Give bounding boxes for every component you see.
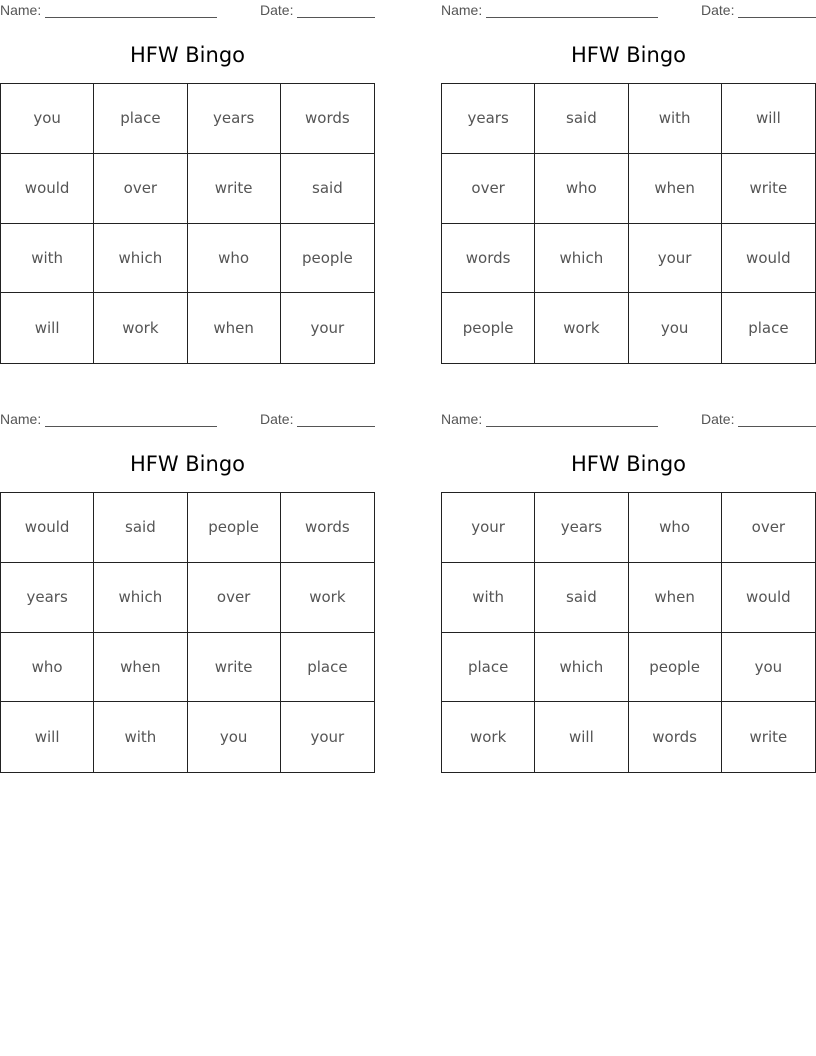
bingo-cell: who	[535, 154, 628, 224]
bingo-cell: people	[442, 293, 535, 363]
bingo-cell: over	[94, 154, 187, 224]
name-field-line	[45, 17, 217, 18]
bingo-card	[441, 0, 816, 364]
bingo-cell: your	[629, 224, 722, 294]
bingo-cell: who	[629, 493, 722, 563]
card-title: HFW Bingo	[570, 43, 687, 67]
bingo-cell: with	[1, 224, 94, 294]
bingo-cell: will	[722, 84, 815, 154]
date-field-line	[297, 426, 375, 427]
bingo-cell: over	[442, 154, 535, 224]
bingo-cell: work	[281, 563, 374, 633]
bingo-cell: place	[442, 633, 535, 703]
bingo-cell: would	[1, 493, 94, 563]
bingo-cell: when	[188, 293, 281, 363]
bingo-cell: you	[188, 702, 281, 772]
bingo-cell: when	[629, 154, 722, 224]
bingo-cell: you	[629, 293, 722, 363]
bingo-cell: with	[629, 84, 722, 154]
bingo-cell: you	[722, 633, 815, 703]
bingo-cell: words	[281, 493, 374, 563]
date-label: Date:	[701, 2, 735, 18]
bingo-cell: write	[722, 154, 815, 224]
bingo-cell: place	[281, 633, 374, 703]
bingo-cell: write	[188, 633, 281, 703]
bingo-cell: would	[722, 563, 815, 633]
bingo-cell: who	[188, 224, 281, 294]
name-label: Name:	[0, 411, 42, 427]
bingo-cell: which	[535, 633, 628, 703]
bingo-cell: words	[629, 702, 722, 772]
bingo-cell: would	[1, 154, 94, 224]
bingo-card	[441, 409, 816, 773]
date-label: Date:	[701, 411, 735, 427]
date-field-line	[738, 426, 816, 427]
date-label: Date:	[260, 411, 294, 427]
bingo-cell: years	[1, 563, 94, 633]
bingo-cell: when	[94, 633, 187, 703]
bingo-card	[0, 0, 375, 364]
bingo-cell: said	[281, 154, 374, 224]
name-field-line	[486, 17, 658, 18]
bingo-cell: which	[94, 563, 187, 633]
date-field-line	[297, 17, 375, 18]
bingo-grid	[0, 83, 375, 364]
bingo-card	[0, 409, 375, 773]
bingo-cell: will	[535, 702, 628, 772]
bingo-cell: said	[94, 493, 187, 563]
bingo-cell: with	[442, 563, 535, 633]
bingo-cell: who	[1, 633, 94, 703]
bingo-cell: work	[442, 702, 535, 772]
bingo-cell: write	[188, 154, 281, 224]
card-title: HFW Bingo	[129, 43, 246, 67]
bingo-cell: words	[442, 224, 535, 294]
bingo-cell: years	[188, 84, 281, 154]
bingo-grid	[0, 492, 375, 773]
bingo-cell: will	[1, 293, 94, 363]
bingo-cell: you	[1, 84, 94, 154]
name-field-line	[45, 426, 217, 427]
name-field-line	[486, 426, 658, 427]
card-header	[0, 2, 375, 20]
bingo-cell: people	[188, 493, 281, 563]
bingo-cell: which	[94, 224, 187, 294]
bingo-cell: years	[442, 84, 535, 154]
bingo-cell: when	[629, 563, 722, 633]
bingo-cell: with	[94, 702, 187, 772]
bingo-cell: which	[535, 224, 628, 294]
card-header	[0, 411, 375, 429]
card-title: HFW Bingo	[570, 452, 687, 476]
bingo-cell: place	[748, 319, 789, 338]
card-header	[441, 2, 816, 20]
date-label: Date:	[260, 2, 294, 18]
bingo-cell: people	[629, 633, 722, 703]
bingo-cell: years	[535, 493, 628, 563]
bingo-cell: people	[281, 224, 374, 294]
bingo-cell: will	[1, 702, 94, 772]
name-label: Name:	[0, 2, 42, 18]
bingo-cell: place	[94, 84, 187, 154]
bingo-cell: over	[722, 493, 815, 563]
bingo-cell: write	[749, 728, 788, 747]
bingo-cell: your	[310, 728, 345, 747]
bingo-grid	[441, 83, 816, 364]
card-header	[441, 411, 816, 429]
bingo-cell: said	[535, 563, 628, 633]
bingo-cell: over	[188, 563, 281, 633]
bingo-cell: would	[722, 224, 815, 294]
bingo-cell: work	[535, 293, 628, 363]
bingo-cell: words	[281, 84, 374, 154]
date-field-line	[738, 17, 816, 18]
name-label: Name:	[441, 411, 483, 427]
card-title: HFW Bingo	[129, 452, 246, 476]
bingo-cell: your	[442, 493, 535, 563]
bingo-cell: said	[535, 84, 628, 154]
bingo-cell: your	[310, 319, 345, 338]
bingo-cell: work	[94, 293, 187, 363]
bingo-grid	[441, 492, 816, 773]
name-label: Name:	[441, 2, 483, 18]
